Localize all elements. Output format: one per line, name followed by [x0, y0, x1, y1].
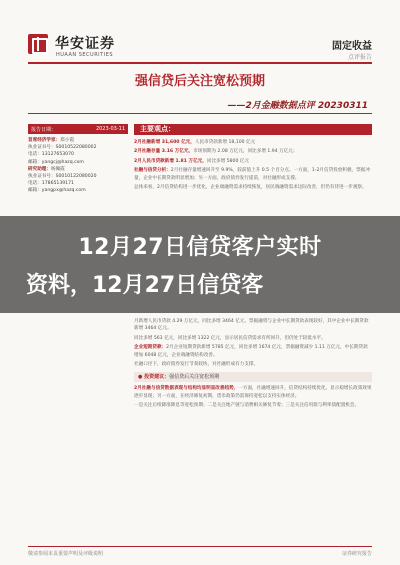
- analyst-line: 执业证书号：S0010122080020: [28, 174, 97, 180]
- doc-subtype: 点评报告: [347, 54, 372, 61]
- analyst-line: 电话：17865139171: [28, 181, 74, 187]
- title-rule: [28, 113, 372, 114]
- analyst-sidebar: [28, 124, 128, 195]
- key-point-para: 2月社融存量 3.16 万亿元，市场预期为 2.08 万亿元，同比多增 1.94 万亿元；: [134, 149, 298, 155]
- report-subtitle: ——2月金融数据点评 20230311: [227, 101, 368, 111]
- analyst-line: 研究助理：杨佩霞: [28, 166, 65, 172]
- analyst-info: [28, 137, 128, 195]
- header-rule: [28, 62, 372, 64]
- key-points-body: [134, 139, 372, 191]
- report-header: [0, 0, 400, 64]
- doc-type: 固定收益: [332, 41, 372, 52]
- analyst-line: 首席经济学家：郑小霞: [28, 138, 74, 143]
- huaan-logo-icon: [28, 34, 48, 54]
- key-points-heading: 主要观点：: [134, 124, 372, 135]
- analyst-line: 电话：13127653070: [28, 152, 74, 158]
- key-point-para: 2月社融新增 31,600 亿元，人民币贷款新增 18,100 亿元: [134, 140, 256, 145]
- brand-name-en: HUAAN SECURITIES: [56, 52, 114, 58]
- body-para: 企业短期贷款：2月企业短期贷款新增 5785 亿元，同比多增 1674 亿元，票据融资减少 1.11 万亿元，中长期贷款增加 6048 亿元，企业端融资结构改善。: [134, 345, 368, 358]
- report-date-label: 报告日期：: [31, 126, 57, 133]
- footer-rule: [28, 546, 372, 547]
- body-para: 一是关注后续降准降息等宽松预期；二是关注地产链与消费相关修复节奏；三是关注信用债与利率债配置机会。: [134, 403, 360, 409]
- brand-name-cn: 华安证券: [55, 36, 115, 52]
- body-para: 同比多增 563 亿元，同比多增 1322 亿元，显示居民信贷需求有所回升，但仍处于较低水平。: [134, 335, 326, 341]
- footer-disclaimer: 敬请参阅末页重要声明及评级说明: [28, 551, 104, 557]
- report-title: 强信贷后关注宽松预期: [134, 74, 265, 89]
- key-point-para: 社融与信贷分析：2月社融存量增速回升至 9.9%，较前值上升 0.5 个百分点。一方面，1-2月信贷投放积极，票据冲量，企业中长期贷款明显增加；另一方面，政府债券发行提前，对社融形成支撑。: [134, 168, 370, 181]
- report-date-bar: [28, 124, 128, 134]
- body-para: 社融口径下，政府债券发行节奏较快，对社融形成有力支撑。: [134, 362, 259, 368]
- footer-label: 证券研究报告: [341, 551, 372, 557]
- headline-line-2: 资料，12月27日信贷客: [26, 273, 264, 298]
- body-para: 2月社融与信贷数据表现与结构均显明显改善趋势，一方面，社融增速回升，信贷结构持续优化，显示稳增长政策效果逐步显现；另一方面，在经济修复初期，货币政策仍需保持宽松以支持实体经济。: [134, 386, 372, 399]
- lower-body: [134, 318, 372, 412]
- investment-advice-heading: ● 投资建议：强信贷后关注宽松预期: [134, 372, 372, 382]
- report-date-value: 2023-03-11: [95, 126, 125, 132]
- key-point-para: 2月人民币贷款新增 1.81 万亿元，同比多增 5800 亿元: [134, 158, 250, 164]
- analyst-line: 邮箱：yangcj@hazq.com: [28, 159, 84, 165]
- body-para: 月新增人民币贷款 4.29 万亿元，同比多增 3464 亿元，票据融资与企业中长期贷款表现较好，其中企业中长期贷款新增 3464 亿元。: [134, 319, 369, 332]
- analyst-line: 执业证书号：S0010522080002: [28, 145, 97, 151]
- key-point-para: 总体来看，2月信贷结构进一步优化，企业端融资需求持续恢复，居民端融资需求边际改善，但仍有待进一步观察。: [134, 185, 367, 191]
- analyst-line: 邮箱：yangpx@hazq.com: [28, 188, 86, 194]
- headline-line-1: 12月27日信贷客户实时: [78, 235, 322, 260]
- key-points-section: [134, 124, 372, 193]
